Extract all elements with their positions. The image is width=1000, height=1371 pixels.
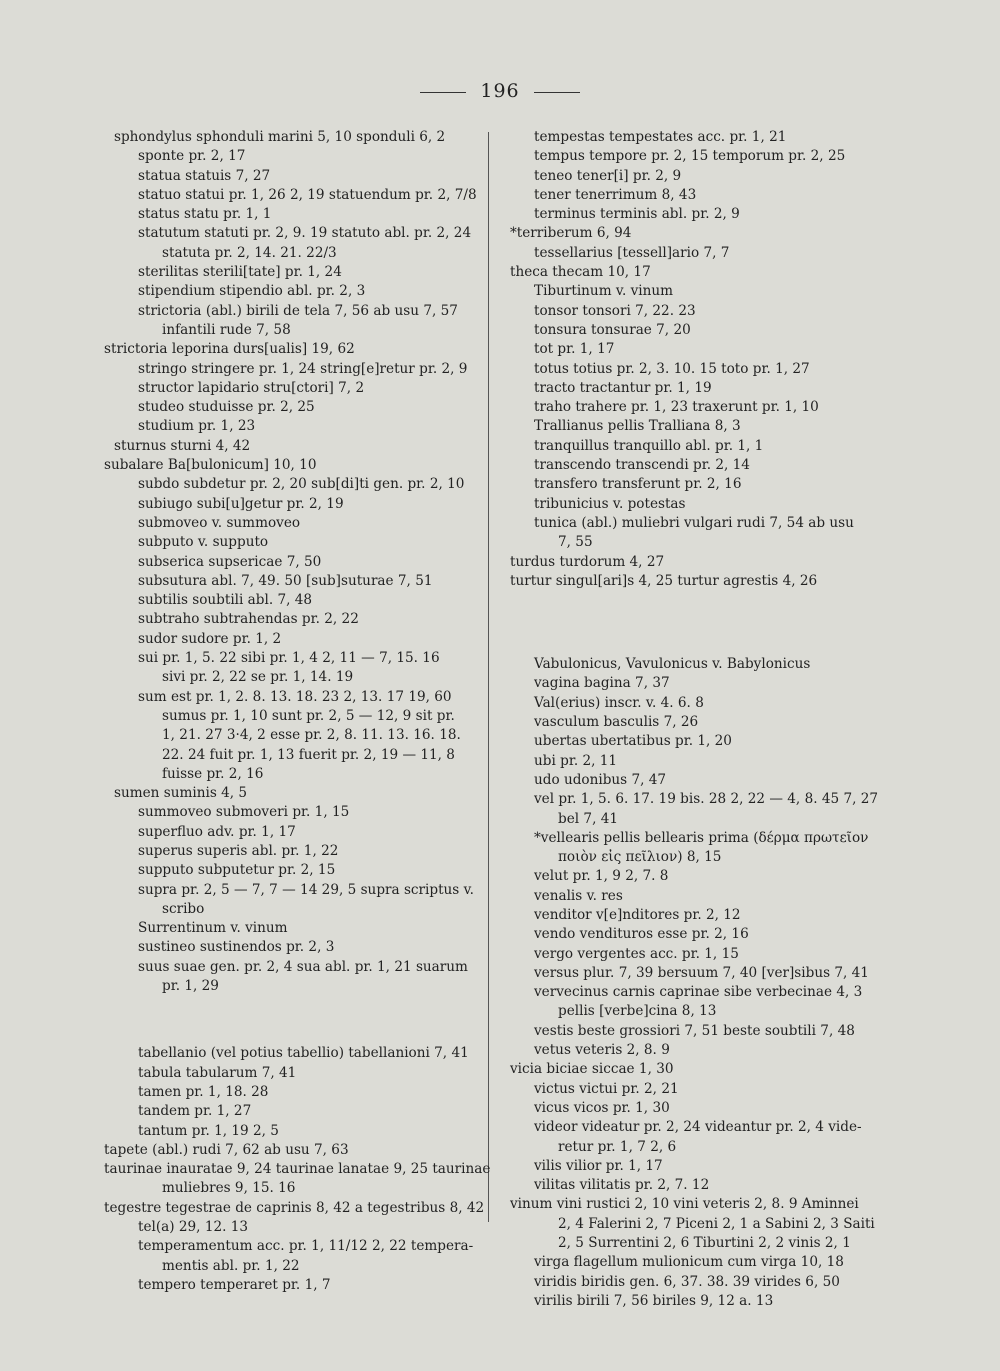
- index-entry: structor lapidario stru[ctori] 7, 2: [138, 379, 365, 396]
- index-entry: retur pr. 1, 7 2, 6: [558, 1138, 677, 1155]
- index-entry: supra pr. 2, 5 — 7, 7 — 14 29, 5 supra scriptus v.: [138, 881, 474, 898]
- index-entry: tribunicius v. potestas: [534, 495, 686, 512]
- index-entry: tel(a) 29, 12. 13: [138, 1219, 249, 1236]
- right-column: [500, 128, 900, 1311]
- index-entry: venditor v[e]nditores pr. 2, 12: [534, 906, 741, 923]
- index-entry: velut pr. 1, 9 2, 7. 8: [534, 868, 669, 885]
- index-entry: 7, 55: [558, 534, 593, 551]
- index-entry: suus suae gen. pr. 2, 4 sua abl. pr. 1, 21 suarum: [138, 958, 468, 975]
- index-entry: tonsor tonsori 7, 22. 23: [534, 302, 696, 319]
- index-entry: sui pr. 1, 5. 22 sibi pr. 1, 4 2, 11 — 7, 15. 16: [138, 650, 440, 667]
- index-entry: *terriberum 6, 94: [510, 225, 632, 242]
- index-entry: vicia biciae siccae 1, 30: [510, 1061, 674, 1078]
- index-entry: sturnus sturni 4, 42: [114, 437, 251, 454]
- index-entry: traho trahere pr. 1, 23 traxerunt pr. 1, 10: [534, 399, 819, 416]
- index-entry: status statu pr. 1, 1: [138, 206, 272, 223]
- index-entry: statutum statuti pr. 2, 9. 19 statuto abl. pr. 2, 24: [138, 225, 472, 242]
- index-entry: pellis [verbe]cina 8, 13: [558, 1003, 717, 1020]
- index-entry: tot pr. 1, 17: [534, 341, 615, 358]
- index-entry: infantili rude 7, 58: [162, 321, 291, 338]
- section-gap: [104, 996, 484, 1044]
- index-entry: studeo studuisse pr. 2, 25: [138, 399, 315, 416]
- index-entry: tamen pr. 1, 18. 28: [138, 1083, 269, 1100]
- index-entry: subsutura abl. 7, 49. 50 [sub]suturae 7, 51: [138, 572, 433, 589]
- index-entry: tapete (abl.) rudi 7, 62 ab usu 7, 63: [104, 1141, 349, 1158]
- index-entry: 2, 4 Falerini 2, 7 Piceni 2, 1 a Sabini 2, 3 Saiti: [558, 1215, 875, 1232]
- index-entry: transcendo transcendi pr. 2, 14: [534, 457, 750, 474]
- index-entry: scribo: [162, 900, 205, 917]
- index-entry: supputo subputetur pr. 2, 15: [138, 862, 336, 879]
- index-entry: tantum pr. 1, 19 2, 5: [138, 1122, 279, 1139]
- index-entry: subiugo subi[u]getur pr. 2, 19: [138, 495, 344, 512]
- index-entry: Val(erius) inscr. v. 4. 6. 8: [534, 694, 704, 711]
- index-entry: vilitas vilitatis pr. 2, 7. 12: [534, 1177, 710, 1194]
- index-entry: 22. 24 fuit pr. 1, 13 fuerit pr. 2, 19 — 11, 8: [162, 746, 455, 763]
- index-entry: totus totius pr. 2, 3. 10. 15 toto pr. 1, 27: [534, 360, 810, 377]
- index-entry: Surrentinum v. vinum: [138, 920, 288, 937]
- index-entry: tunica (abl.) muliebri vulgari rudi 7, 54 ab usu: [534, 514, 854, 531]
- index-entry: vinum vini rustici 2, 10 vini veteris 2, 8. 9 Aminnei: [510, 1196, 859, 1213]
- index-entry: venalis v. res: [534, 887, 623, 904]
- index-entry: tempus tempore pr. 2, 15 temporum pr. 2, 25: [534, 148, 846, 165]
- index-entry: tener tenerrimum 8, 43: [534, 186, 697, 203]
- index-entry: submoveo v. summoveo: [138, 514, 301, 531]
- column-divider: [488, 132, 489, 1222]
- index-entry: tessellarius [tessell]ario 7, 7: [534, 244, 730, 261]
- index-entry: studium pr. 1, 23: [138, 418, 256, 435]
- index-entry: sumus pr. 1, 10 sunt pr. 2, 5 — 12, 9 sit pr.: [162, 707, 455, 724]
- index-entry: vasculum basculis 7, 26: [534, 714, 699, 731]
- index-entry: sumen suminis 4, 5: [114, 785, 248, 802]
- index-entry: stipendium stipendio abl. pr. 2, 3: [138, 283, 366, 300]
- index-entry: *vellearis pellis bellearis prima (δέρμα πρωτεῖον: [534, 829, 869, 846]
- index-entry: vel pr. 1, 5. 6. 17. 19 bis. 28 2, 22 — 4, 8. 45 7, 27: [534, 791, 879, 808]
- page-number: 196: [480, 80, 520, 102]
- index-entry: sudor sudore pr. 1, 2: [138, 630, 282, 647]
- index-entry: victus victui pr. 2, 21: [534, 1080, 679, 1097]
- index-entry: virga flagellum mulionicum cum virga 10, 18: [534, 1254, 844, 1271]
- header-rule-right: [534, 92, 580, 93]
- index-entry: sustineo sustinendos pr. 2, 3: [138, 939, 335, 956]
- index-entry: tandem pr. 1, 27: [138, 1103, 252, 1120]
- index-entry: vestis beste grossiori 7, 51 beste soubtili 7, 48: [534, 1022, 855, 1039]
- index-entry: stringo stringere pr. 1, 24 string[e]retur pr. 2, 9: [138, 360, 468, 377]
- index-entry: terminus terminis abl. pr. 2, 9: [534, 206, 740, 223]
- index-entry: ποιὸν εἰς πεῖλιον) 8, 15: [558, 849, 722, 866]
- index-entry: transfero transferunt pr. 2, 16: [534, 476, 742, 493]
- index-entry: subalare Ba[bulonicum] 10, 10: [104, 457, 317, 474]
- index-entry: vilis vilior pr. 1, 17: [534, 1157, 663, 1174]
- index-entry: udo udonibus 7, 47: [534, 771, 667, 788]
- index-entry: sterilitas sterili[tate] pr. 1, 24: [138, 264, 342, 281]
- index-entry: vergo vergentes acc. pr. 1, 15: [534, 945, 739, 962]
- index-entry: Trallianus pellis Tralliana 8, 3: [534, 418, 741, 435]
- index-entry: fuisse pr. 2, 16: [162, 765, 264, 782]
- section-gap: [500, 591, 900, 655]
- index-entry: subtilis soubtili abl. 7, 48: [138, 592, 313, 609]
- index-entry: superfluo adv. pr. 1, 17: [138, 823, 296, 840]
- header-rule-left: [420, 92, 466, 93]
- index-entry: statuta pr. 2, 14. 21. 22/3: [162, 244, 337, 261]
- index-entry: sivi pr. 2, 22 se pr. 1, 14. 19: [162, 669, 354, 686]
- index-entry: taurinae inauratae 9, 24 taurinae lanatae 9, 25 taurinae: [104, 1161, 491, 1178]
- index-entry: turtur singul[ari]s 4, 25 turtur agrestis 4, 26: [510, 572, 818, 589]
- index-entry: subserica supsericae 7, 50: [138, 553, 322, 570]
- index-entry: turdus turdorum 4, 27: [510, 553, 665, 570]
- index-entry: statuo statui pr. 1, 26 2, 19 statuendum pr. 2, 7/8: [138, 186, 477, 203]
- index-entry: tabula tabularum 7, 41: [138, 1064, 297, 1081]
- index-entry: statua statuis 7, 27: [138, 167, 271, 184]
- index-entry: vagina bagina 7, 37: [534, 675, 670, 692]
- index-entry: bel 7, 41: [558, 810, 619, 827]
- index-entry: temperamentum acc. pr. 1, 11/12 2, 22 tempera-: [138, 1238, 474, 1255]
- index-entry: strictoria leporina durs[ualis] 19, 62: [104, 341, 355, 358]
- index-entry: mentis abl. pr. 1, 22: [162, 1257, 300, 1274]
- index-entry: subputo v. supputo: [138, 534, 269, 551]
- index-entry: Tiburtinum v. vinum: [534, 283, 674, 300]
- index-entry: pr. 1, 29: [162, 978, 219, 995]
- left-column: [104, 128, 491, 1295]
- index-entry: ubi pr. 2, 11: [534, 752, 618, 769]
- index-entry: teneo tener[i] pr. 2, 9: [534, 167, 682, 184]
- index-entry: strictoria (abl.) birili de tela 7, 56 ab usu 7, 57: [138, 302, 458, 319]
- index-entry: versus plur. 7, 39 bersuum 7, 40 [ver]sibus 7, 41: [534, 964, 869, 981]
- index-entry: tracto tractantur pr. 1, 19: [534, 379, 712, 396]
- index-entry: viridis biridis gen. 6, 37. 38. 39 virides 6, 50: [534, 1273, 840, 1290]
- index-entry: subtraho subtrahendas pr. 2, 22: [138, 611, 359, 628]
- index-entry: vetus veteris 2, 8. 9: [534, 1042, 670, 1059]
- index-entry: muliebres 9, 15. 16: [162, 1180, 296, 1197]
- index-entry: 1, 21. 27 3·4, 2 esse pr. 2, 8. 11. 13. 16. 18.: [162, 727, 461, 744]
- page-header: [0, 80, 1000, 102]
- index-entry: sphondylus sphonduli marini 5, 10 sponduli 6, 2: [114, 129, 446, 145]
- index-entry: tonsura tonsurae 7, 20: [534, 321, 691, 338]
- index-entry: virilis birili 7, 56 biriles 9, 12 a. 13: [534, 1292, 774, 1309]
- index-entry: theca thecam 10, 17: [510, 264, 651, 281]
- index-entry: 2, 5 Surrentini 2, 6 Tiburtini 2, 2 vinis 2, 1: [558, 1235, 851, 1252]
- index-entry: tempero temperaret pr. 1, 7: [138, 1276, 331, 1293]
- index-entry: Vabulonicus, Vavulonicus v. Babylonicus: [534, 656, 811, 673]
- index-entry: tabellanio (vel potius tabellio) tabellanioni 7, 41: [138, 1045, 469, 1062]
- index-entry: tempestas tempestates acc. pr. 1, 21: [534, 129, 787, 145]
- index-entry: sum est pr. 1, 2. 8. 13. 18. 23 2, 13. 17 19, 60: [138, 688, 452, 705]
- index-entry: vicus vicos pr. 1, 30: [534, 1099, 670, 1116]
- index-entry: summoveo submoveri pr. 1, 15: [138, 804, 350, 821]
- index-entry: subdo subdetur pr. 2, 20 sub[di]ti gen. pr. 2, 10: [138, 476, 465, 493]
- index-entry: sponte pr. 2, 17: [138, 148, 246, 165]
- index-entry: ubertas ubertatibus pr. 1, 20: [534, 733, 732, 750]
- index-entry: vendo vendituros esse pr. 2, 16: [534, 926, 749, 943]
- index-entry: videor videatur pr. 2, 24 videantur pr. 2, 4 vide-: [534, 1119, 862, 1136]
- index-entry: tranquillus tranquillo abl. pr. 1, 1: [534, 437, 764, 454]
- index-entry: vervecinus carnis caprinae sibe verbecinae 4, 3: [534, 984, 863, 1001]
- index-entry: superus superis abl. pr. 1, 22: [138, 842, 339, 859]
- index-entry: tegestre tegestrae de caprinis 8, 42 a tegestribus 8, 42: [104, 1199, 485, 1216]
